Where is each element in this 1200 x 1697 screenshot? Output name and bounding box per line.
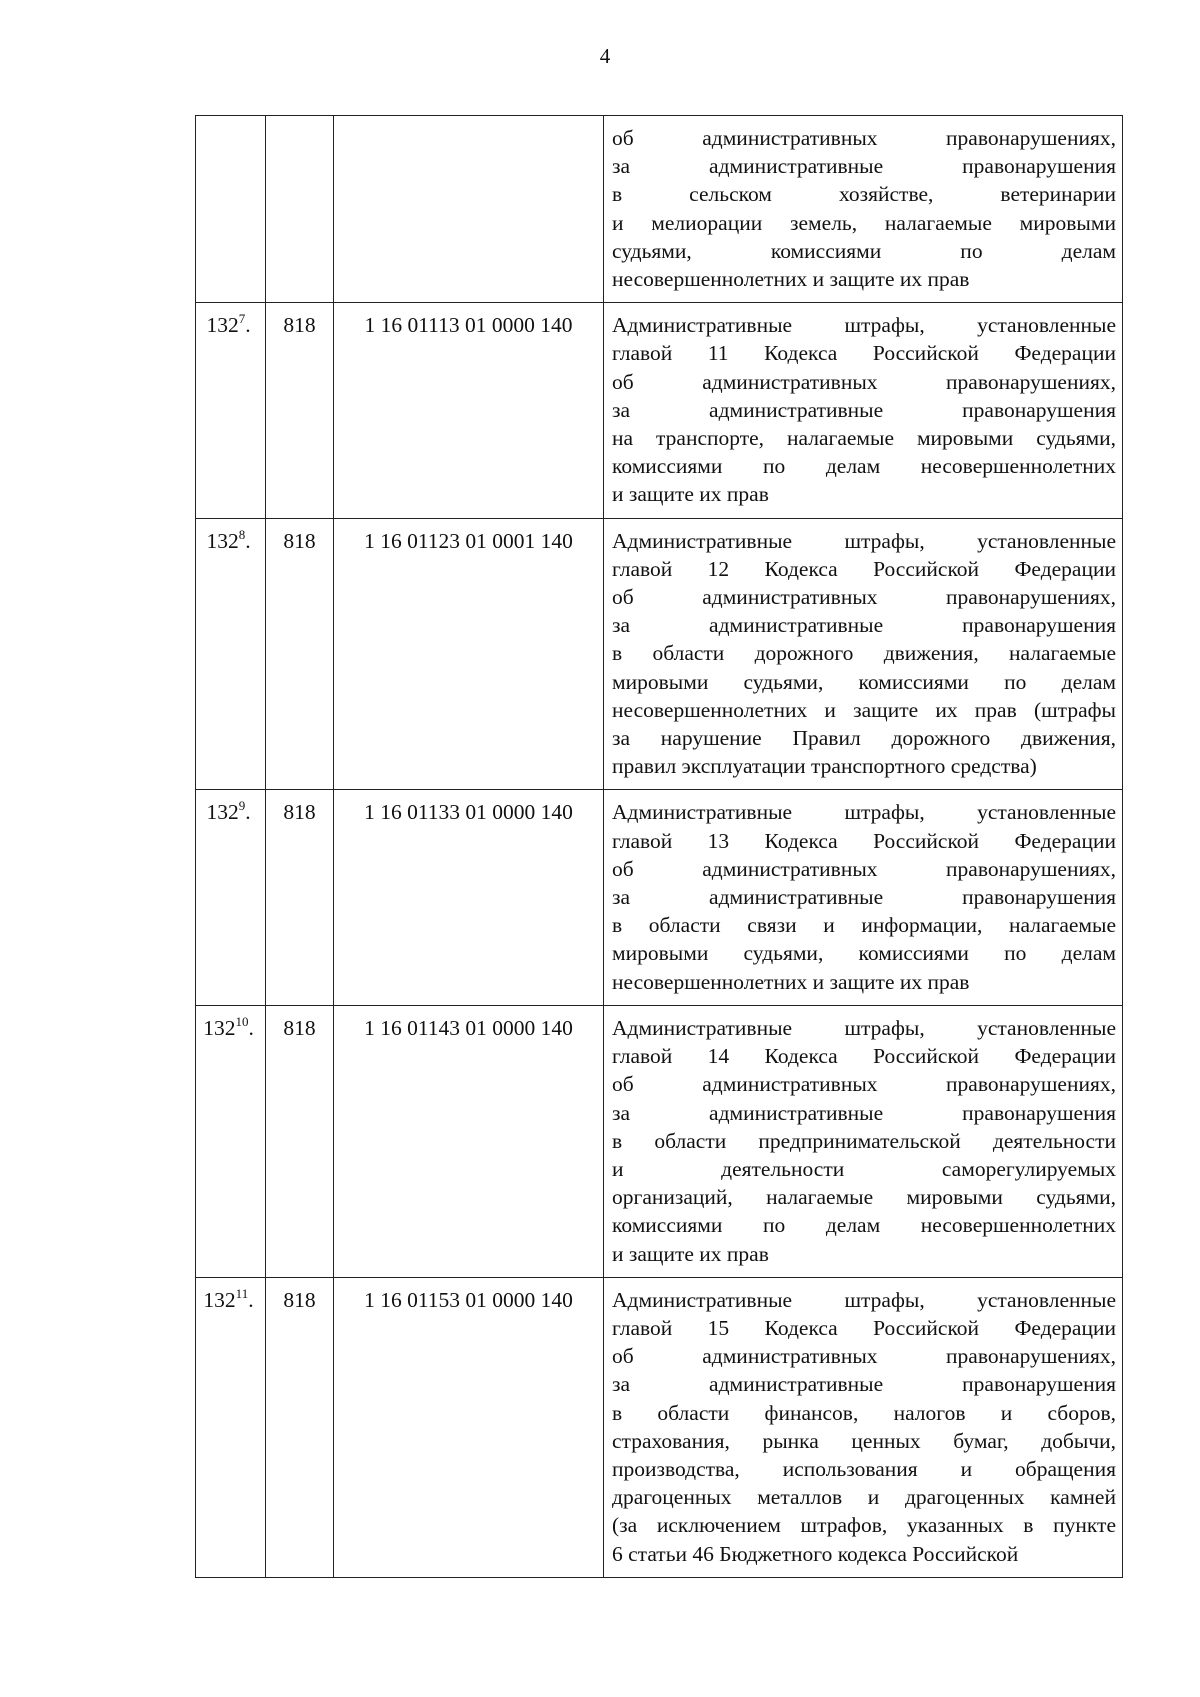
- admin-code-cell: 818: [266, 518, 334, 790]
- row-number: $132^8$.: [196, 518, 266, 790]
- row-number-value: 132: [206, 313, 239, 338]
- description-line: Административные штрафы, установленные: [612, 800, 1116, 825]
- description-line: несовершеннолетних и защите их прав: [612, 969, 970, 994]
- kbk-code-cell: 1 16 01123 01 0001 140: [334, 518, 604, 790]
- admin-code-cell: 818: [266, 1277, 334, 1577]
- budget-codes-table: [195, 115, 1123, 1578]
- description-line: об административных правонарушениях,: [612, 1072, 1116, 1097]
- row-number-superscript: 10: [235, 1013, 249, 1029]
- description-line: комиссиями по делам несовершеннолетних: [612, 454, 1116, 479]
- description-line: главой 14 Кодекса Российской Федерации: [612, 1044, 1116, 1069]
- description-line: об административных правонарушениях,: [612, 369, 1116, 394]
- description-line: несовершеннолетних и защите их прав (штрафы: [612, 697, 1116, 722]
- description-line: в сельском хозяйстве, ветеринарии: [612, 182, 1116, 207]
- admin-code-cell: [266, 116, 334, 303]
- description-line: Административные штрафы, установленные: [612, 528, 1116, 553]
- description-line: правил эксплуатации транспортного средства): [612, 754, 1037, 779]
- row-number-value: 132: [206, 800, 239, 825]
- description-line: за административные правонарушения: [612, 613, 1116, 638]
- description-line: драгоценных металлов и драгоценных камней: [612, 1485, 1116, 1510]
- description-line: мировыми судьями, комиссиями по делам: [612, 669, 1116, 694]
- table-body: [196, 116, 1123, 1578]
- kbk-code-cell: 1 16 01153 01 0000 140: [334, 1277, 604, 1577]
- kbk-code-cell: 1 16 01133 01 0000 140: [334, 790, 604, 1005]
- description-line: на транспорте, налагаемые мировыми судьями,: [612, 426, 1116, 451]
- description-line: главой 11 Кодекса Российской Федерации: [612, 341, 1116, 366]
- description-line: в области связи и информации, налагаемые: [612, 913, 1116, 938]
- description-line: 6 статьи 46 Бюджетного кодекса Российской: [612, 1541, 1019, 1566]
- description-line: об административных правонарушениях,: [612, 585, 1116, 610]
- admin-code-cell: 818: [266, 303, 334, 518]
- table-row: [196, 303, 1123, 518]
- description-line: и мелиорации земель, налагаемые мировыми: [612, 210, 1116, 235]
- description-line: Административные штрафы, установленные: [612, 1015, 1116, 1040]
- description-line: (за исключением штрафов, указанных в пункте: [612, 1513, 1116, 1538]
- row-number-superscript: 9: [238, 798, 246, 814]
- row-number-value: 132: [203, 1015, 236, 1040]
- description-line: и защите их прав: [612, 482, 769, 507]
- row-number: $132^{11}$.: [196, 1277, 266, 1577]
- description-line: в области дорожного движения, налагаемые: [612, 641, 1116, 666]
- description-line: комиссиями по делам несовершеннолетних: [612, 1213, 1116, 1238]
- description-line: организаций, налагаемые мировыми судьями,: [612, 1185, 1116, 1210]
- admin-code-cell: 818: [266, 1005, 334, 1277]
- description-line: об административных правонарушениях,: [612, 856, 1116, 881]
- table-row: [196, 518, 1123, 790]
- description-line: производства, использования и обращения: [612, 1456, 1116, 1481]
- description-line: об административных правонарушениях,: [612, 126, 1116, 150]
- description-line: мировыми судьями, комиссиями по делам: [612, 941, 1116, 966]
- row-number-value: 132: [206, 528, 239, 553]
- admin-code-cell: 818: [266, 790, 334, 1005]
- description-line: в области предпринимательской деятельности: [612, 1128, 1116, 1153]
- description-line: главой 12 Кодекса Российской Федерации: [612, 556, 1116, 581]
- description-line: об административных правонарушениях,: [612, 1344, 1116, 1369]
- description-cell: [604, 116, 1123, 303]
- table-row: [196, 1277, 1123, 1577]
- description-line: главой 15 Кодекса Российской Федерации: [612, 1315, 1116, 1340]
- description-line: за нарушение Правил дорожного движения,: [612, 726, 1116, 751]
- row-number: $132^9$.: [196, 790, 266, 1005]
- table-row: [196, 790, 1123, 1005]
- description-cell: [604, 790, 1123, 1005]
- kbk-code-cell: 1 16 01113 01 0000 140: [334, 303, 604, 518]
- kbk-code-cell: [334, 116, 604, 303]
- description-line: и защите их прав: [612, 1241, 769, 1266]
- table-row: [196, 116, 1123, 303]
- row-number: $132^{10}$.: [196, 1005, 266, 1277]
- description-line: Административные штрафы, установленные: [612, 313, 1116, 338]
- row-number-value: 132: [203, 1287, 236, 1312]
- page-number: 4: [599, 44, 611, 68]
- description-line: Административные штрафы, установленные: [612, 1287, 1116, 1312]
- kbk-code-cell: 1 16 01143 01 0000 140: [334, 1005, 604, 1277]
- description-line: и деятельности саморегулируемых: [612, 1156, 1116, 1181]
- description-line: за административные правонарушения: [612, 1372, 1116, 1397]
- description-line: судьями, комиссиями по делам: [612, 238, 1116, 263]
- row-number: [196, 116, 266, 303]
- description-cell: [604, 1277, 1123, 1577]
- row-number: $132^7$.: [196, 303, 266, 518]
- row-number-superscript: 8: [238, 526, 246, 542]
- description-line: в области финансов, налогов и сборов,: [612, 1400, 1116, 1425]
- description-line: за административные правонарушения: [612, 154, 1116, 179]
- row-number-superscript: 7: [238, 311, 246, 327]
- description-cell: [604, 518, 1123, 790]
- description-line: главой 13 Кодекса Российской Федерации: [612, 828, 1116, 853]
- description-line: за административные правонарушения: [612, 1100, 1116, 1125]
- description-cell: [604, 1005, 1123, 1277]
- description-line: за административные правонарушения: [612, 397, 1116, 422]
- description-line: страхования, рынка ценных бумаг, добычи,: [612, 1428, 1116, 1453]
- row-number-superscript: 11: [235, 1285, 249, 1301]
- table-row: [196, 1005, 1123, 1277]
- description-cell: [604, 303, 1123, 518]
- description-line: за административные правонарушения: [612, 885, 1116, 910]
- description-line: несовершеннолетних и защите их прав: [612, 267, 970, 292]
